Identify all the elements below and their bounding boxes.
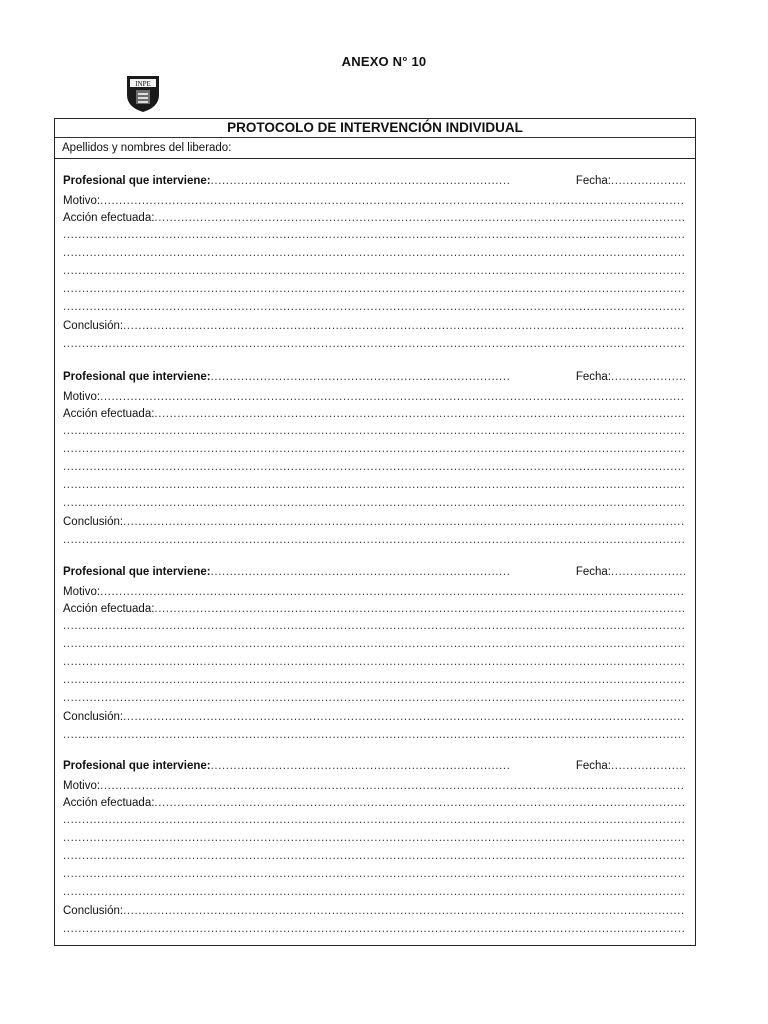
- action-field[interactable]: [63, 793, 685, 809]
- intervention-form: [54, 118, 696, 946]
- action-label: Acción efectuada:: [63, 408, 155, 420]
- conclusion-label: Conclusión:: [63, 711, 124, 723]
- reason-field[interactable]: [63, 776, 685, 792]
- professional-field[interactable]: [63, 756, 685, 772]
- dotted-line: [154, 212, 685, 224]
- date-dotted-line[interactable]: [611, 175, 685, 187]
- dotted-line: [154, 603, 685, 615]
- professional-field[interactable]: [63, 562, 685, 578]
- blank-line[interactable]: [63, 810, 685, 826]
- date-label: Fecha:: [575, 760, 611, 772]
- blank-line[interactable]: [63, 725, 685, 741]
- date-label: Fecha:: [575, 566, 611, 578]
- svg-text:INPE: INPE: [135, 80, 151, 88]
- blank-line[interactable]: [63, 616, 685, 632]
- blank-line[interactable]: [63, 261, 685, 277]
- blank-line[interactable]: [63, 334, 685, 350]
- action-field[interactable]: [63, 599, 685, 615]
- conclusion-label: Conclusión:: [63, 516, 124, 528]
- dotted-line: [154, 797, 685, 809]
- blank-line[interactable]: [63, 439, 685, 455]
- annex-title: ANEXO N° 10: [341, 54, 427, 69]
- blank-line[interactable]: [63, 530, 685, 546]
- dotted-line: [154, 408, 685, 420]
- blank-line[interactable]: [63, 475, 685, 491]
- blank-line[interactable]: [63, 882, 685, 898]
- professional-field[interactable]: [63, 367, 685, 383]
- reason-field[interactable]: [63, 191, 685, 207]
- conclusion-label: Conclusión:: [63, 905, 124, 917]
- reason-field[interactable]: [63, 387, 685, 403]
- blank-line[interactable]: [63, 225, 685, 241]
- professional-label: Profesional que interviene:: [63, 760, 211, 772]
- released-person-name-field[interactable]: [55, 138, 695, 159]
- professional-label: Profesional que interviene:: [63, 371, 211, 383]
- form-title: PROTOCOLO DE INTERVENCIÓN INDIVIDUAL: [55, 119, 695, 138]
- blank-line[interactable]: [63, 846, 685, 862]
- action-field[interactable]: [63, 208, 685, 224]
- blank-line[interactable]: [63, 688, 685, 704]
- dotted-line: [211, 371, 511, 383]
- action-label: Acción efectuada:: [63, 212, 155, 224]
- professional-label: Profesional que interviene:: [63, 175, 211, 187]
- action-field[interactable]: [63, 404, 685, 420]
- dotted-line: [123, 905, 685, 917]
- blank-line[interactable]: [63, 828, 685, 844]
- blank-line[interactable]: [63, 493, 685, 509]
- reason-label: Motivo:: [63, 586, 101, 598]
- blank-line[interactable]: [63, 243, 685, 259]
- blank-line[interactable]: [63, 421, 685, 437]
- date-label: Fecha:: [575, 175, 611, 187]
- blank-line[interactable]: [63, 279, 685, 295]
- action-label: Acción efectuada:: [63, 603, 155, 615]
- dotted-line: [100, 586, 685, 598]
- conclusion-field[interactable]: [63, 901, 685, 917]
- released-person-name-label: Apellidos y nombres del liberado:: [62, 142, 232, 154]
- date-dotted-line[interactable]: [611, 760, 685, 772]
- dotted-line: [100, 780, 685, 792]
- dotted-line: [211, 566, 511, 578]
- reason-label: Motivo:: [63, 391, 101, 403]
- conclusion-label: Conclusión:: [63, 320, 124, 332]
- dotted-line: [211, 175, 511, 187]
- blank-line[interactable]: [63, 634, 685, 650]
- action-label: Acción efectuada:: [63, 797, 155, 809]
- reason-label: Motivo:: [63, 780, 101, 792]
- blank-line[interactable]: [63, 864, 685, 880]
- conclusion-field[interactable]: [63, 512, 685, 528]
- date-label: Fecha:: [575, 371, 611, 383]
- blank-line[interactable]: [63, 919, 685, 935]
- inpe-shield-logo: [124, 73, 162, 113]
- dotted-line: [211, 760, 511, 772]
- blank-line[interactable]: [63, 457, 685, 473]
- dotted-line: [100, 391, 685, 403]
- blank-line[interactable]: [63, 670, 685, 686]
- dotted-line: [100, 195, 685, 207]
- blank-line[interactable]: [63, 297, 685, 313]
- reason-label: Motivo:: [63, 195, 101, 207]
- reason-field[interactable]: [63, 582, 685, 598]
- blank-line[interactable]: [63, 652, 685, 668]
- professional-label: Profesional que interviene:: [63, 566, 211, 578]
- dotted-line: [123, 516, 685, 528]
- conclusion-field[interactable]: [63, 316, 685, 332]
- professional-field[interactable]: [63, 171, 685, 187]
- dotted-line: [123, 711, 685, 723]
- date-dotted-line[interactable]: [611, 566, 685, 578]
- dotted-line: [123, 320, 685, 332]
- conclusion-field[interactable]: [63, 707, 685, 723]
- date-dotted-line[interactable]: [611, 371, 685, 383]
